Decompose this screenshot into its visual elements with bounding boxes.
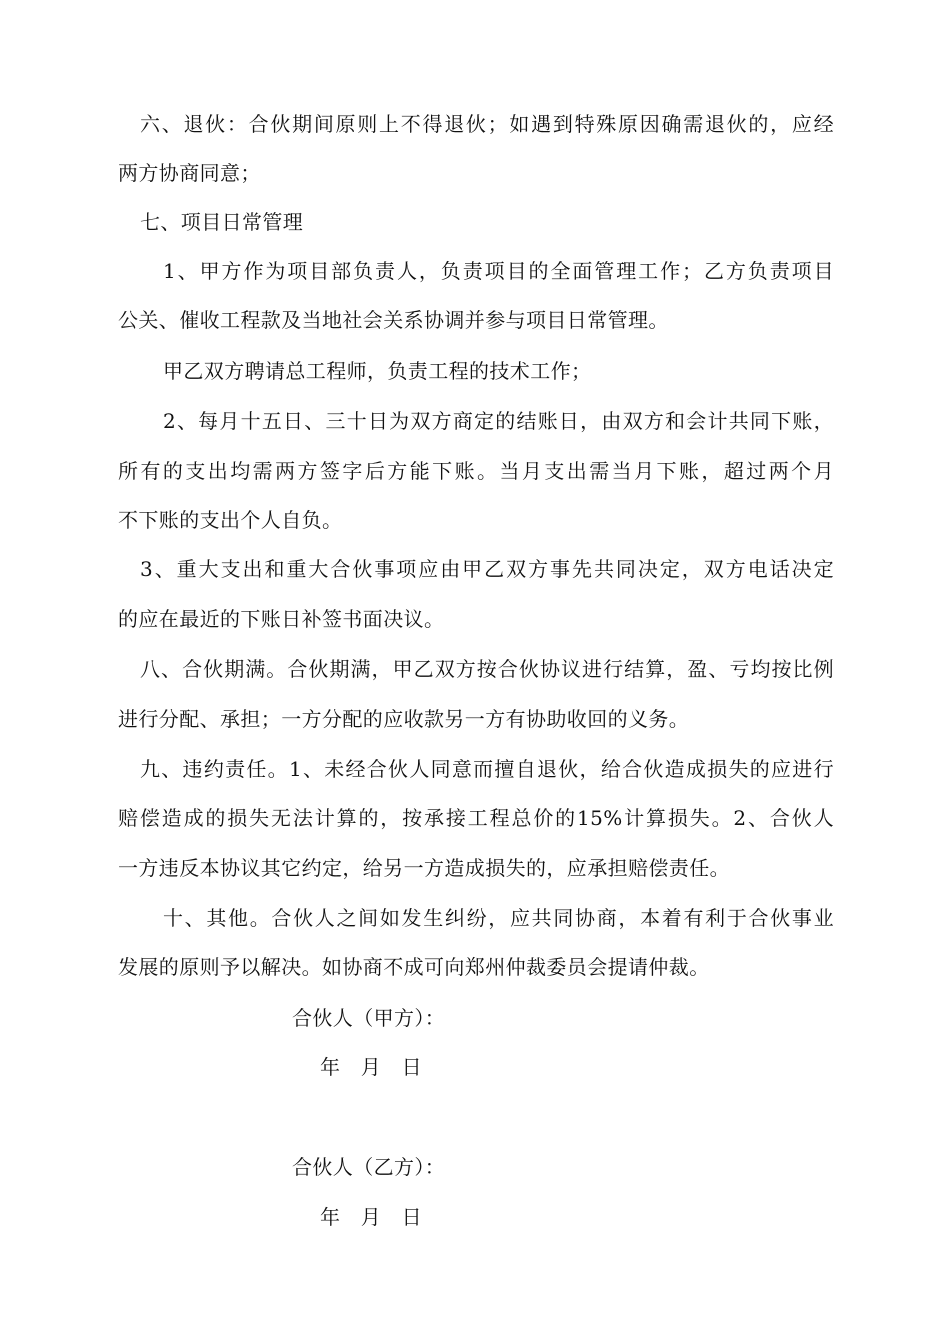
section-7-item-3-line-1: 3、重大支出和重大合伙事项应由甲乙双方事先共同决定，双方电话决定 bbox=[140, 557, 834, 581]
section-7-engineer-line: 甲乙双方聘请总工程师，负责工程的技术工作； bbox=[163, 359, 592, 383]
section-10-line-1: 十、其他。合伙人之间如发生纠纷，应共同协商，本着有利于合伙事业 bbox=[163, 906, 834, 930]
section-8-line-2: 进行分配、承担；一方分配的应收款另一方有协助收回的义务。 bbox=[118, 707, 690, 731]
signature-party-b: 合伙人（乙方）： bbox=[292, 1155, 446, 1179]
section-9-line-2: 赔偿造成的损失无法计算的，按承接工程总价的15%计算损失。2、合伙人 bbox=[118, 806, 834, 830]
section-7-item-2-line-1: 2、每月十五日、三十日为双方商定的结账日，由双方和会计共同下账， bbox=[163, 409, 834, 433]
section-7-item-2-line-3: 不下账的支出个人自负。 bbox=[118, 508, 343, 532]
date-party-a: 年 月 日 bbox=[320, 1055, 422, 1079]
section-7-item-2-line-2: 所有的支出均需两方签字后方能下账。当月支出需当月下账，超过两个月 bbox=[118, 459, 834, 483]
date-party-b: 年 月 日 bbox=[320, 1205, 422, 1229]
section-9-line-3: 一方违反本协议其它约定，给另一方造成损失的，应承担赔偿责任。 bbox=[118, 856, 730, 880]
section-7-heading: 七、项目日常管理 bbox=[140, 210, 304, 234]
section-9-line-1: 九、违约责任。1、未经合伙人同意而擅自退伙，给合伙造成损失的应进行 bbox=[140, 757, 834, 781]
section-7-item-3-line-2: 的应在最近的下账日补签书面决议。 bbox=[118, 607, 445, 631]
signature-party-a: 合伙人（甲方）： bbox=[292, 1006, 446, 1030]
section-7-item-1-line-1: 1、甲方作为项目部负责人，负责项目的全面管理工作；乙方负责项目 bbox=[163, 259, 834, 283]
section-10-line-2: 发展的原则予以解决。如协商不成可向郑州仲裁委员会提请仲裁。 bbox=[118, 955, 710, 979]
section-7-item-1-line-2: 公关、催收工程款及当地社会关系协调并参与项目日常管理。 bbox=[118, 308, 669, 332]
section-6-line-1: 六、退伙：合伙期间原则上不得退伙；如遇到特殊原因确需退伙的，应经 bbox=[140, 112, 834, 136]
section-8-line-1: 八、合伙期满。合伙期满，甲乙双方按合伙协议进行结算，盈、亏均按比例 bbox=[140, 657, 834, 681]
section-6-line-2: 两方协商同意； bbox=[118, 161, 261, 185]
